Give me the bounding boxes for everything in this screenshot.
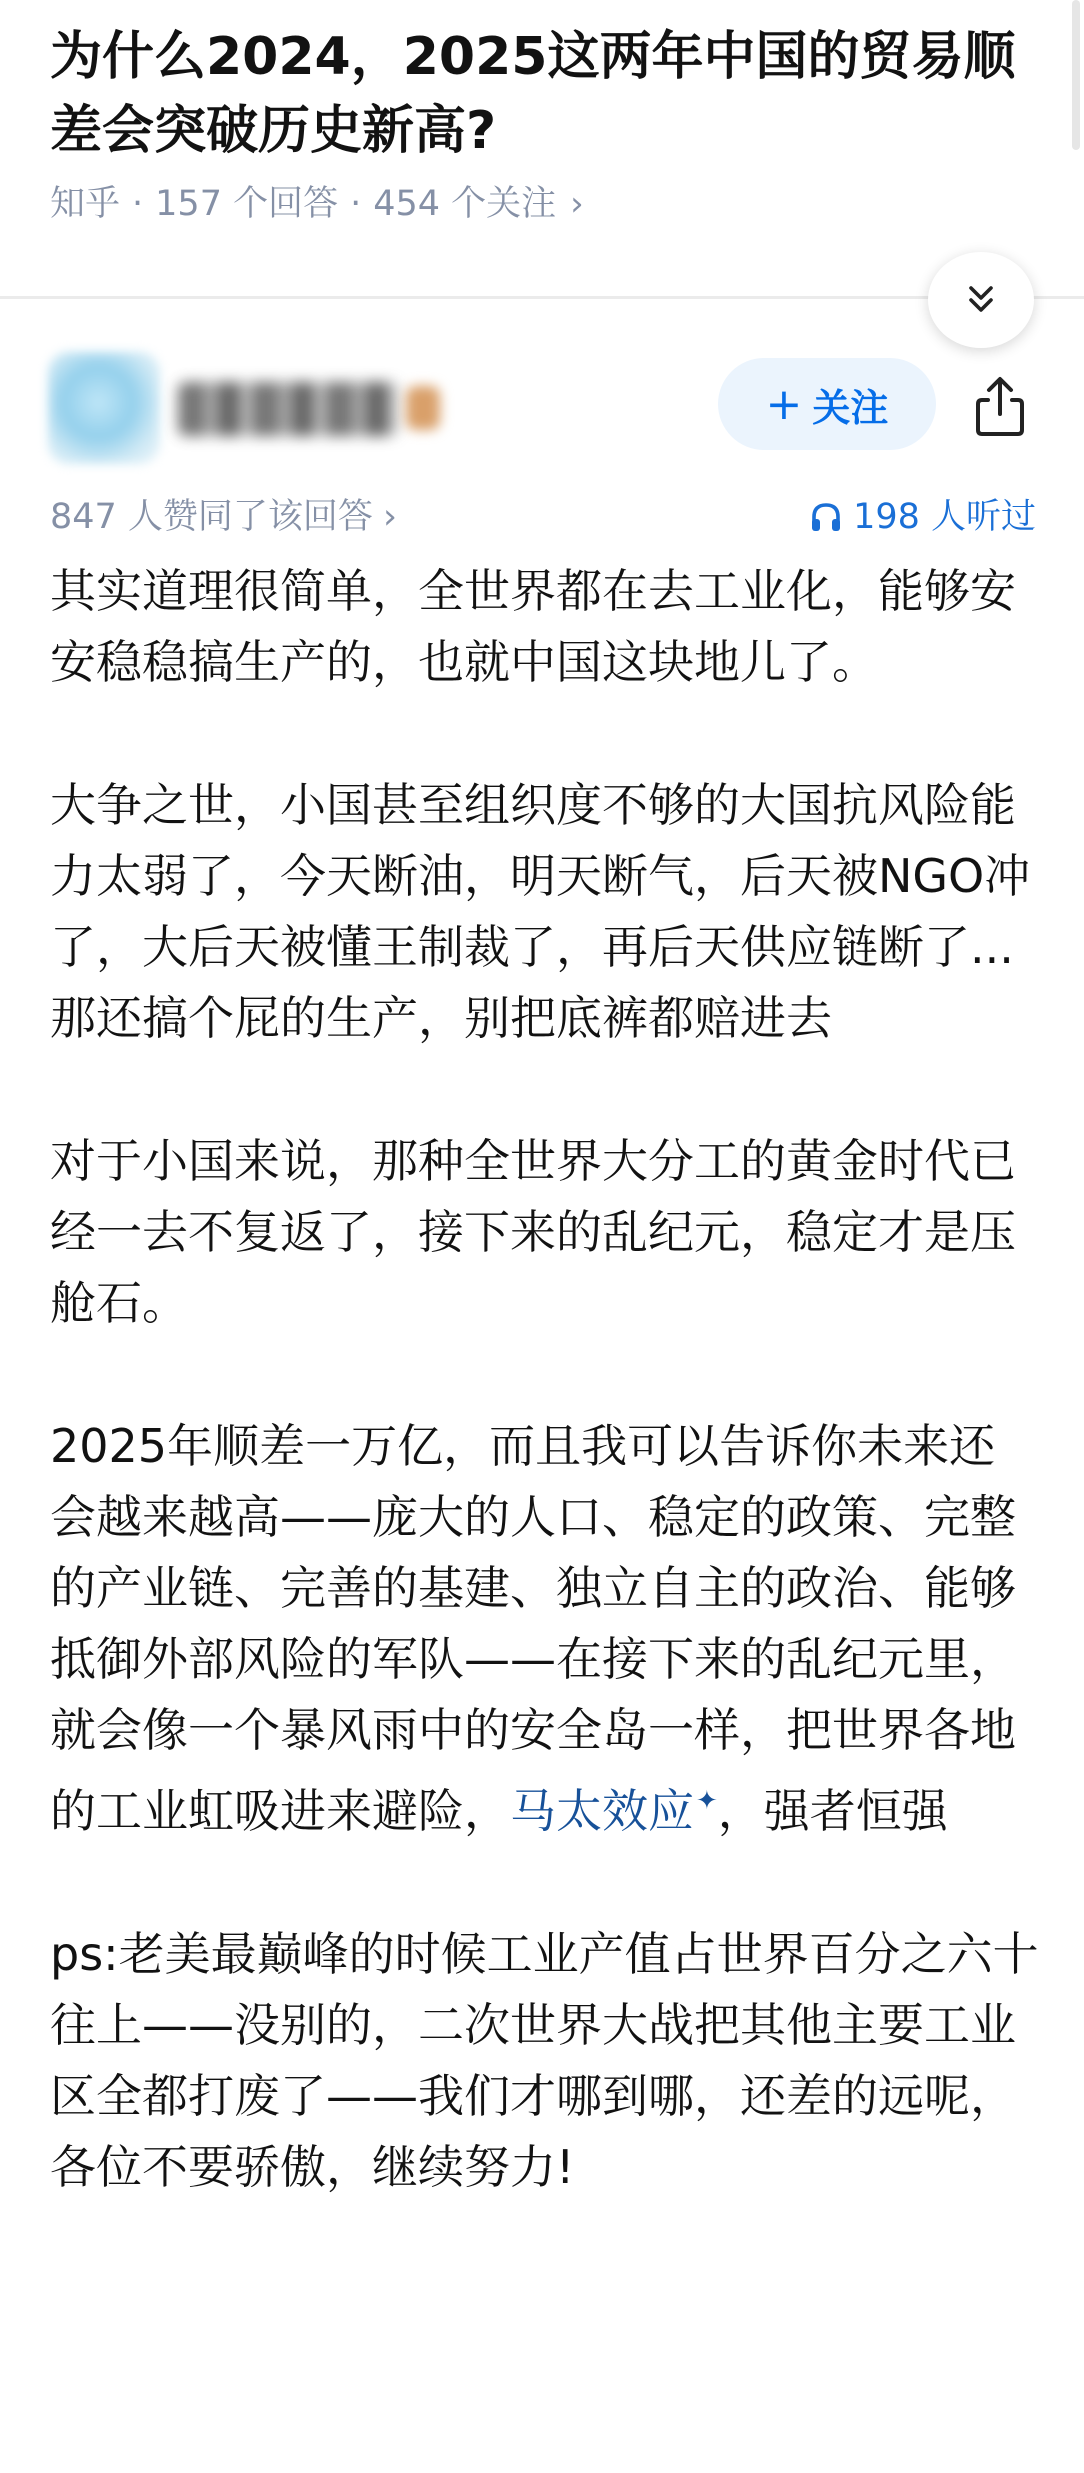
author-row [0,340,1084,470]
answer-content [50,556,1040,2275]
upvotes-link[interactable] [50,492,397,542]
listeners-link[interactable] [809,492,1036,542]
author-name[interactable] [178,382,398,436]
paragraph-text: ，强者恒强 [717,1784,948,1838]
answer-paragraph: 对于小国来说，那种全世界大分工的黄金时代已经一去不复返了，接下来的乱纪元，稳定才是压舱石。 [50,1134,1016,1330]
share-icon [970,374,1030,438]
followers-count: 454 个关注 [373,184,557,224]
listeners-count: 198 人听过 [853,497,1036,537]
author-badge [406,386,440,430]
follow-label: 关注 [812,385,889,430]
chevron-right-icon: › [382,497,397,537]
headphones-icon [809,500,843,534]
source-label: 知乎 [50,184,121,224]
answer-paragraph: 大争之世，小国甚至组织度不够的大国抗风险能力太弱了，今天断油，明天断气，后天被NGO冲了，大后天被懂王制裁了，再后天供应链断了...那还搞个屁的生产，别把底裤都赔进去 [50,778,1031,1045]
header-divider [0,296,1084,299]
answers-count: 157 个回答 [155,184,339,224]
plus-icon: + [765,378,803,430]
question-header [50,20,1040,226]
scrollbar[interactable] [1072,0,1080,150]
paragraph-text: 2025年顺差一万亿，而且我可以告诉你未来还会越来越高——庞大的人口、稳定的政策、完整的产业链、完善的基建、独立自主的政治、能够抵御外部风险的军队——在接下来的乱纪元里，就会像一个暴风雨中的安全岛一样，把世界各地的工业虹吸进来避险， [50,1419,1016,1838]
answer-paragraph: ps:老美最巅峰的时候工业产值占世界百分之六十往上——没别的，二次世界大战把其他主要工业区全都打废了——我们才哪到哪，还差的远呢，各位不要骄傲，继续努力! [50,1927,1039,2194]
collapse-button[interactable] [928,252,1034,348]
answer-stats [50,492,1040,542]
share-button[interactable] [962,368,1038,444]
follow-button[interactable] [718,358,936,450]
upvotes-count: 847 人赞同了该回答 [50,497,373,537]
chevron-right-icon: › [570,184,584,224]
meta-separator: · [350,184,362,224]
answer-paragraph [50,1411,1040,1847]
double-chevron-down-icon [961,280,1001,320]
sparkle-icon: ✦ [696,1786,718,1816]
question-title[interactable]: 为什么2024，2025这两年中国的贸易顺差会突破历史新高? [50,27,1016,161]
avatar[interactable] [48,352,160,464]
answer-paragraph: 其实道理很简单，全世界都在去工业化，能够安安稳稳搞生产的，也就中国这块地儿了。 [50,564,1016,689]
link-text: 马太效应 [510,1784,694,1838]
matthew-effect-link[interactable] [510,1784,718,1838]
meta-separator: · [132,184,144,224]
question-meta[interactable] [50,182,1040,226]
